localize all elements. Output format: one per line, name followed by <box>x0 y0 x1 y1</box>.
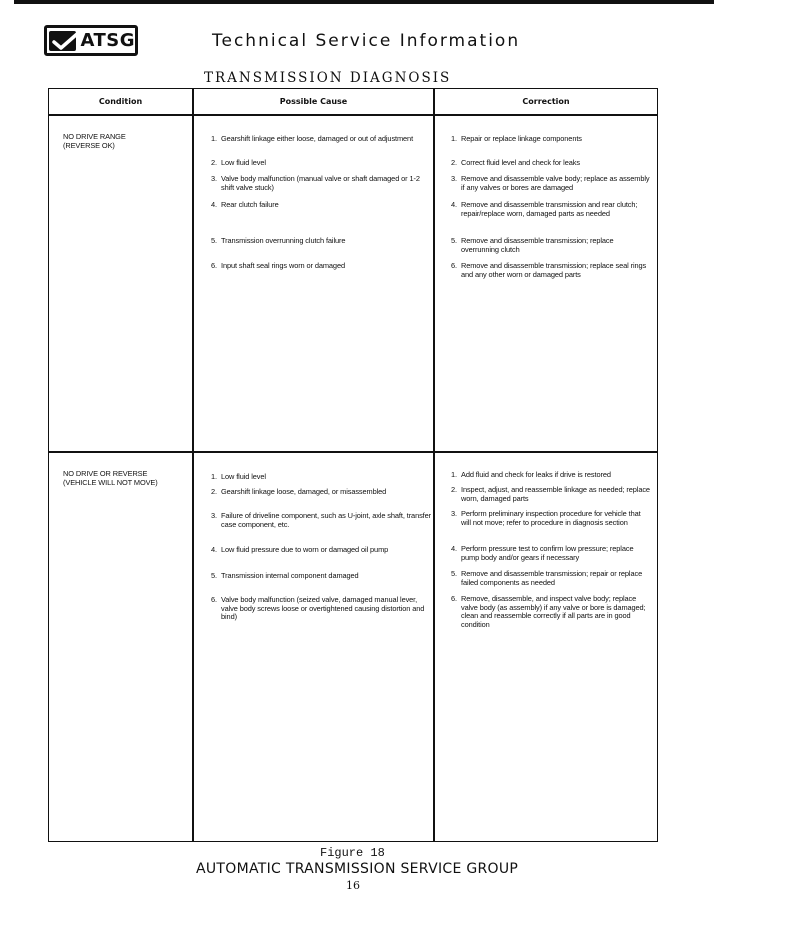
header-title: Technical Service Information <box>212 31 521 51</box>
correction-item <box>451 262 651 279</box>
cause-text: Rear clutch failure <box>221 200 279 209</box>
correction-text: Remove and disassemble valve body; replace as assembly if any valves or bores are damaged <box>461 174 650 192</box>
cause-item <box>211 237 431 246</box>
correction-number: 2. <box>451 158 457 167</box>
organization-name: AUTOMATIC TRANSMISSION SERVICE GROUP <box>196 861 519 877</box>
cause-number: 5. <box>211 236 217 245</box>
cause-text: Low fluid level <box>221 472 266 481</box>
cause-item <box>211 473 431 482</box>
correction-item <box>451 471 651 480</box>
cause-item <box>211 175 431 192</box>
cause-item <box>211 596 431 622</box>
cause-text: Failure of driveline component, such as U-joint, axle shaft, transfer case component, etc. <box>221 511 431 529</box>
cause-number: 1. <box>211 134 217 143</box>
correction-item <box>451 201 651 218</box>
document-title: TRANSMISSION DIAGNOSIS <box>204 70 452 86</box>
condition-line: (VEHICLE WILL NOT MOVE) <box>63 477 158 487</box>
correction-item <box>451 159 651 168</box>
column-header-correction: Correction <box>522 97 570 106</box>
correction-number: 3. <box>451 174 457 183</box>
correction-number: 1. <box>451 134 457 143</box>
correction-text: Perform preliminary inspection procedure for vehicle that will not move; refer to procedure in diagnosis section <box>461 509 641 527</box>
column-divider-2 <box>433 89 435 841</box>
cause-number: 5. <box>211 571 217 580</box>
correction-number: 2. <box>451 485 457 494</box>
cause-number: 1. <box>211 472 217 481</box>
condition-line: (REVERSE OK) <box>63 140 115 150</box>
cause-text: Low fluid pressure due to worn or damaged oil pump <box>221 545 389 554</box>
correction-number: 5. <box>451 569 457 578</box>
correction-number: 5. <box>451 236 457 245</box>
correction-text: Remove and disassemble transmission; replace overrunning clutch <box>461 236 614 254</box>
cause-number: 6. <box>211 595 217 604</box>
correction-item <box>451 570 651 587</box>
correction-number: 4. <box>451 544 457 553</box>
logo-text: ATSG <box>80 30 135 51</box>
cause-text: Transmission internal component damaged <box>221 571 359 580</box>
cause-text: Transmission overrunning clutch failure <box>221 236 346 245</box>
checkmark-icon <box>49 31 76 51</box>
correction-item <box>451 510 651 527</box>
cause-number: 2. <box>211 158 217 167</box>
atsg-logo <box>44 25 138 56</box>
cause-text: Input shaft seal rings worn or damaged <box>221 261 345 270</box>
figure-caption: Figure 18 <box>320 846 385 860</box>
correction-number: 1. <box>451 470 457 479</box>
correction-item <box>451 595 651 630</box>
correction-item <box>451 175 651 192</box>
correction-number: 6. <box>451 261 457 270</box>
row-1-condition <box>63 133 189 150</box>
row-2-condition <box>63 470 189 487</box>
cause-number: 3. <box>211 174 217 183</box>
cause-text: Valve body malfunction (seized valve, damaged manual lever, valve body screws loose or overtightened causing distortion and bind) <box>221 595 425 622</box>
correction-item <box>451 486 651 503</box>
header-divider <box>49 114 657 116</box>
correction-number: 6. <box>451 594 457 603</box>
cause-item <box>211 262 431 271</box>
row-divider <box>49 451 657 453</box>
correction-item <box>451 545 651 562</box>
top-rule <box>14 0 714 4</box>
correction-number: 3. <box>451 509 457 518</box>
cause-item <box>211 201 431 210</box>
cause-number: 3. <box>211 511 217 520</box>
cause-number: 2. <box>211 487 217 496</box>
cause-text: Gearshift linkage either loose, damaged or out of adjustment <box>221 134 414 143</box>
correction-item <box>451 135 651 144</box>
cause-item <box>211 159 431 168</box>
cause-item <box>211 488 431 497</box>
correction-text: Remove and disassemble transmission; replace seal rings and any other worn or damaged parts <box>461 261 647 279</box>
cause-text: Low fluid level <box>221 158 266 167</box>
correction-text: Repair or replace linkage components <box>461 134 582 143</box>
column-header-condition: Condition <box>98 97 143 106</box>
correction-text: Correct fluid level and check for leaks <box>461 158 580 167</box>
cause-number: 4. <box>211 200 217 209</box>
cause-text: Valve body malfunction (manual valve or shaft damaged or 1-2 shift valve stuck) <box>221 174 420 192</box>
cause-number: 4. <box>211 545 217 554</box>
cause-text: Gearshift linkage loose, damaged, or misassembled <box>221 487 387 496</box>
page-number: 16 <box>346 879 360 892</box>
column-divider-1 <box>192 89 194 841</box>
cause-item <box>211 546 431 555</box>
cause-item <box>211 572 431 581</box>
correction-text: Remove, disassemble, and inspect valve body; replace valve body (as assembly) if any valve or bore is damaged; clean and reassemble correctly if all parts are in good condition <box>461 594 646 630</box>
correction-number: 4. <box>451 200 457 209</box>
column-header-possible-cause: Possible Cause <box>279 97 348 106</box>
condition-line: NO DRIVE RANGE <box>63 132 126 141</box>
correction-text: Perform pressure test to confirm low pressure; replace pump body and/or gears if necessary <box>461 544 634 562</box>
diagnosis-table <box>48 88 658 842</box>
cause-item <box>211 135 431 144</box>
correction-text: Remove and disassemble transmission and rear clutch; repair/replace worn, damaged parts as needed <box>461 200 638 218</box>
correction-text: Remove and disassemble transmission; repair or replace failed components as needed <box>461 569 643 587</box>
condition-line: NO DRIVE OR REVERSE <box>63 469 148 478</box>
correction-text: Inspect, adjust, and reassemble linkage as needed; replace worn, damaged parts <box>461 485 650 503</box>
correction-item <box>451 237 651 254</box>
correction-text: Add fluid and check for leaks if drive is restored <box>461 470 611 479</box>
cause-number: 6. <box>211 261 217 270</box>
cause-item <box>211 512 431 529</box>
